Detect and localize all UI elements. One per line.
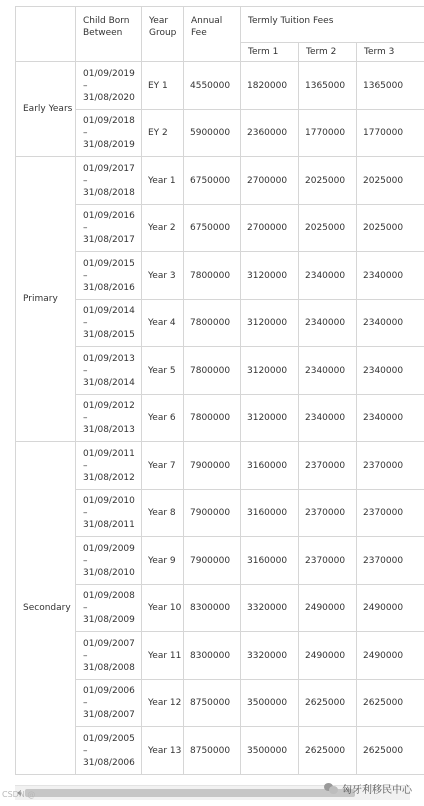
section-label: Secondary	[16, 442, 76, 775]
year-group-cell: Year 9	[142, 537, 184, 585]
table-row	[16, 395, 424, 442]
year-group-cell: Year 6	[142, 395, 184, 442]
year-group-cell: Year 4	[142, 300, 184, 347]
term1-cell: 3160000	[241, 490, 299, 537]
year-group-cell: Year 5	[142, 347, 184, 395]
term2-cell: 2490000	[299, 585, 357, 632]
watermark-right	[324, 781, 412, 796]
watermark-right-text: 匈牙利移民中心	[342, 785, 412, 796]
term2-cell: 2340000	[299, 252, 357, 300]
term2-cell: 2625000	[299, 680, 357, 727]
born-cell: 01/09/2013 – 31/08/2014	[76, 347, 142, 395]
annual-fee-cell: 7800000	[184, 395, 241, 442]
term3-cell: 2370000	[357, 537, 424, 585]
term1-cell: 3320000	[241, 632, 299, 680]
term3-cell: 2625000	[357, 727, 424, 775]
annual-fee-cell: 6750000	[184, 205, 241, 252]
table-row	[16, 62, 424, 110]
table-row	[16, 110, 424, 157]
term3-cell: 2490000	[357, 585, 424, 632]
term2-cell: 2340000	[299, 300, 357, 347]
table-row	[16, 442, 424, 490]
table-row	[16, 490, 424, 537]
born-cell: 01/09/2005 – 31/08/2006	[76, 727, 142, 775]
year-group-cell: Year 8	[142, 490, 184, 537]
table-row	[16, 537, 424, 585]
term2-cell: 2370000	[299, 442, 357, 490]
year-group-cell: Year 10	[142, 585, 184, 632]
header-annual-fee: Annual Fee	[184, 7, 241, 62]
annual-fee-cell: 7800000	[184, 347, 241, 395]
year-group-cell: Year 11	[142, 632, 184, 680]
table-row	[16, 727, 424, 775]
header-term-3: Term 3	[357, 43, 424, 62]
born-cell: 01/09/2007 – 31/08/2008	[76, 632, 142, 680]
table-row	[16, 680, 424, 727]
term2-cell: 2370000	[299, 537, 357, 585]
header-year-group: Year Group	[142, 7, 184, 62]
fee-table-container	[15, 6, 424, 784]
year-group-cell: Year 3	[142, 252, 184, 300]
term3-cell: 2625000	[357, 680, 424, 727]
term3-cell: 2025000	[357, 205, 424, 252]
annual-fee-cell: 6750000	[184, 157, 241, 205]
table-row	[16, 252, 424, 300]
term1-cell: 3500000	[241, 680, 299, 727]
annual-fee-cell: 8300000	[184, 632, 241, 680]
annual-fee-cell: 8300000	[184, 585, 241, 632]
year-group-cell: Year 13	[142, 727, 184, 775]
header-born: Child Born Between	[76, 7, 142, 62]
born-cell: 01/09/2006 – 31/08/2007	[76, 680, 142, 727]
year-group-cell: EY 1	[142, 62, 184, 110]
header-termly-fees: Termly Tuition Fees	[241, 7, 424, 43]
term1-cell: 3120000	[241, 300, 299, 347]
section-label: Early Years	[16, 62, 76, 157]
born-cell: 01/09/2019 – 31/08/2020	[76, 62, 142, 110]
wechat-logo-icon	[324, 783, 338, 794]
header-blank	[16, 7, 76, 62]
annual-fee-cell: 8750000	[184, 680, 241, 727]
term3-cell: 2490000	[357, 632, 424, 680]
year-group-cell: Year 1	[142, 157, 184, 205]
term2-cell: 2025000	[299, 205, 357, 252]
term3-cell: 2340000	[357, 300, 424, 347]
term1-cell: 2360000	[241, 110, 299, 157]
table-row	[16, 157, 424, 205]
term3-cell: 2340000	[357, 395, 424, 442]
term1-cell: 2700000	[241, 157, 299, 205]
term1-cell: 3160000	[241, 537, 299, 585]
table-row	[16, 347, 424, 395]
term1-cell: 3120000	[241, 347, 299, 395]
term3-cell: 2340000	[357, 347, 424, 395]
header-term-2: Term 2	[299, 43, 357, 62]
term2-cell: 2370000	[299, 490, 357, 537]
annual-fee-cell: 7900000	[184, 537, 241, 585]
fee-table-body	[16, 62, 424, 775]
table-row	[16, 205, 424, 252]
year-group-cell: Year 12	[142, 680, 184, 727]
table-row	[16, 300, 424, 347]
year-group-cell: EY 2	[142, 110, 184, 157]
annual-fee-cell: 7800000	[184, 252, 241, 300]
term1-cell: 3320000	[241, 585, 299, 632]
watermark-left: CSDN @	[2, 790, 36, 799]
term2-cell: 2490000	[299, 632, 357, 680]
term3-cell: 1770000	[357, 110, 424, 157]
born-cell: 01/09/2018 – 31/08/2019	[76, 110, 142, 157]
annual-fee-cell: 8750000	[184, 727, 241, 775]
born-cell: 01/09/2017 – 31/08/2018	[76, 157, 142, 205]
annual-fee-cell: 7900000	[184, 490, 241, 537]
term3-cell: 2340000	[357, 252, 424, 300]
born-cell: 01/09/2015 – 31/08/2016	[76, 252, 142, 300]
born-cell: 01/09/2014 – 31/08/2015	[76, 300, 142, 347]
table-row	[16, 632, 424, 680]
born-cell: 01/09/2011 – 31/08/2012	[76, 442, 142, 490]
scrollbar-thumb[interactable]	[25, 789, 355, 797]
term3-cell: 2025000	[357, 157, 424, 205]
year-group-cell: Year 7	[142, 442, 184, 490]
born-cell: 01/09/2010 – 31/08/2011	[76, 490, 142, 537]
table-row	[16, 585, 424, 632]
born-cell: 01/09/2012 – 31/08/2013	[76, 395, 142, 442]
term1-cell: 3160000	[241, 442, 299, 490]
term1-cell: 3120000	[241, 252, 299, 300]
annual-fee-cell: 7900000	[184, 442, 241, 490]
annual-fee-cell: 4550000	[184, 62, 241, 110]
year-group-cell: Year 2	[142, 205, 184, 252]
term2-cell: 2625000	[299, 727, 357, 775]
term1-cell: 2700000	[241, 205, 299, 252]
born-cell: 01/09/2009 – 31/08/2010	[76, 537, 142, 585]
term2-cell: 2340000	[299, 395, 357, 442]
term3-cell: 2370000	[357, 442, 424, 490]
section-label: Primary	[16, 157, 76, 442]
born-cell: 01/09/2016 – 31/08/2017	[76, 205, 142, 252]
annual-fee-cell: 5900000	[184, 110, 241, 157]
term1-cell: 3120000	[241, 395, 299, 442]
annual-fee-cell: 7800000	[184, 300, 241, 347]
term1-cell: 3500000	[241, 727, 299, 775]
term3-cell: 1365000	[357, 62, 424, 110]
term1-cell: 1820000	[241, 62, 299, 110]
born-cell: 01/09/2008 – 31/08/2009	[76, 585, 142, 632]
header-term-1: Term 1	[241, 43, 299, 62]
fee-table	[15, 6, 424, 775]
term2-cell: 2340000	[299, 347, 357, 395]
term2-cell: 1365000	[299, 62, 357, 110]
term2-cell: 1770000	[299, 110, 357, 157]
term3-cell: 2370000	[357, 490, 424, 537]
term2-cell: 2025000	[299, 157, 357, 205]
